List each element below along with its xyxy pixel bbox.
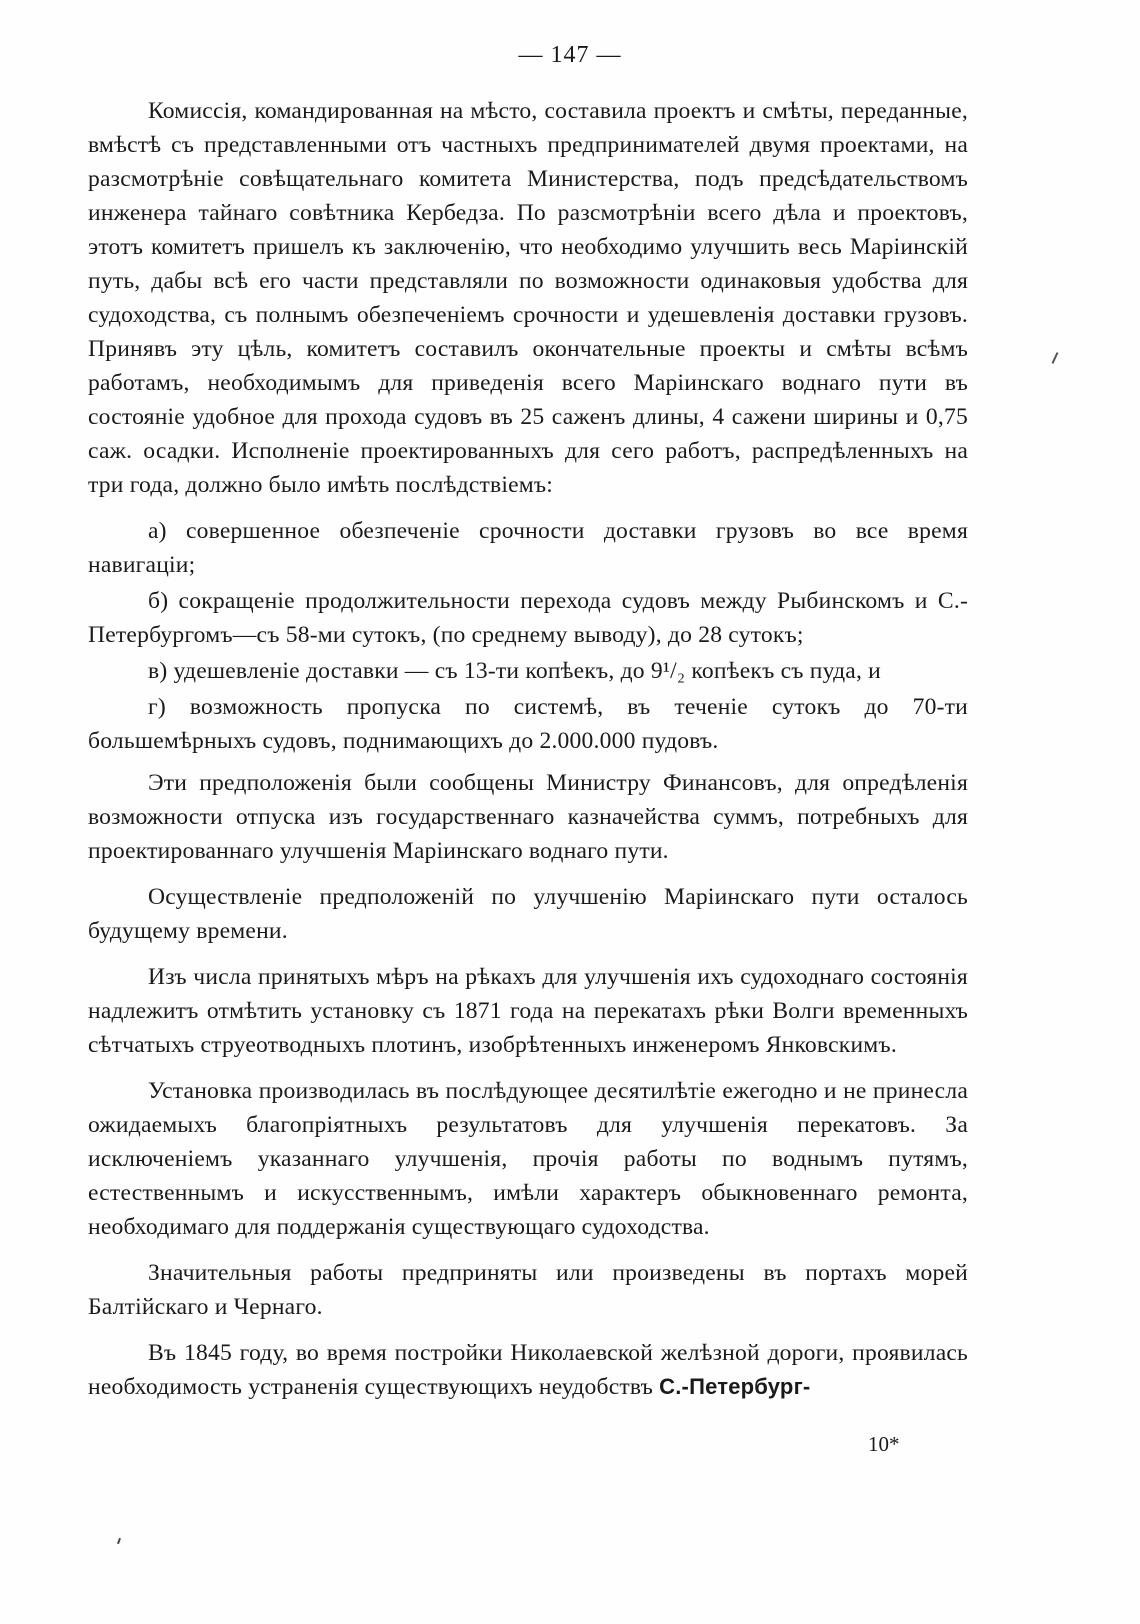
paragraph-last <box>88 1336 968 1404</box>
list-item: б) сокращеніе продолжительности перехода судовъ между Рыбинскомъ и С.-Петербургомъ—съ 58-ми сутокъ, (по среднему выводу), до 28 сутокъ; <box>88 588 968 648</box>
list-item: г) возможность пропуска по системѣ, въ теченіе сутокъ до 70-ти большемѣрныхъ судовъ, поднимающихъ до 2.000.000 пудовъ. <box>88 694 968 754</box>
list-item: а) совершенное обезпеченіе срочности доставки грузовъ во все время навигаціи; <box>88 518 968 578</box>
paragraph: Установка производилась въ послѣдующее десятилѣтіе ежегодно и не принесла ожидаемыхъ благопріятныхъ результатовъ для улучшенія перекатовъ. За исключеніемъ указаннаго улучшенія, прочія работы по воднымъ путямъ, естественнымъ и искусственнымъ, имѣли характеръ обыкновеннаго ремонта, необходимаго для поддержанія существующаго судоходства. <box>88 1078 968 1240</box>
scan-speck <box>1052 352 1059 364</box>
signature-mark: 10* <box>868 1432 900 1456</box>
paragraph: Значительныя работы предприняты или произведены въ портахъ морей Балтійскаго и Чернаго. <box>88 1260 968 1320</box>
bold-word: С.-Петербург- <box>659 1374 811 1399</box>
page-number: — 147 — <box>518 42 622 68</box>
paragraph: Эти предположенія были сообщены Министру Финансовъ, для опредѣленія возможности отпуска изъ государственнаго казначейства суммъ, потребныхъ для проектированнаго улучшенія Маріинскаго воднаго пути. <box>88 770 968 864</box>
paragraph: Изъ числа принятыхъ мѣръ на рѣкахъ для улучшенія ихъ судоходнаго состоянія надлежитъ отмѣтить установку съ 1871 года на перекатахъ рѣки Волги временныхъ сѣтчатыхъ струеотводныхъ плотинъ, изобрѣтенныхъ инженеромъ Янковскимъ. <box>88 964 968 1058</box>
body-text <box>88 94 968 1416</box>
list-item: в) удешевленіе доставки — съ 13-ти копѣекъ, до 9¹/₂ копѣекъ съ пуда, и <box>148 658 881 684</box>
paragraph: Осуществленіе предположеній по улучшенію Маріинскаго пути осталось будущему времени. <box>88 884 968 944</box>
last-paragraph-text: Въ 1845 году, во время постройки Николаевской желѣзной дороги, проявилась необходимость устраненія существующихъ неудобствъ <box>88 1340 968 1400</box>
paragraph: Комиссія, командированная на мѣсто, составила проектъ и смѣты, переданные, вмѣстѣ съ представленными отъ частныхъ предпринимателей двумя проектами, на разсмотрѣніе совѣщательнаго комитета Министерства, подъ предсѣдательствомъ инженера тайнаго совѣтника Кербедза. По разсмотрѣніи всего дѣла и проектовъ, этотъ комитетъ пришелъ къ заключенію, что необходимо улучшить весь Маріинскій путь, дабы всѣ его части представляли по возможности одинаковыя удобства для судоходства, съ полнымъ обезпеченіемъ срочности и удешевленія доставки грузовъ. Принявъ эту цѣль, комитетъ составилъ окончательные проекты и смѣты всѣмъ работамъ, необходимымъ для приведенія всего Маріинскаго воднаго пути въ состояніе удобное для прохода судовъ въ 25 саженъ длины, 4 сажени ширины и 0,75 саж. осадки. Исполненіе проектированныхъ для сего работъ, распредѣленныхъ на три года, должно было имѣть послѣдствіемъ: <box>88 98 968 498</box>
scan-speck <box>117 1538 121 1544</box>
